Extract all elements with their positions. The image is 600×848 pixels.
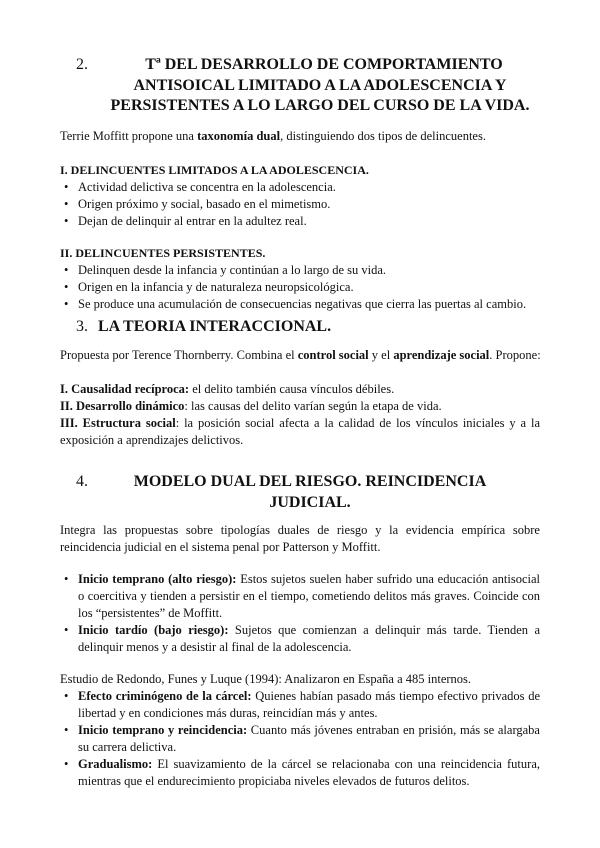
list-item xyxy=(60,571,540,622)
list-item xyxy=(60,622,540,656)
intro-bold-term: aprendizaje social xyxy=(393,348,490,362)
intro-text: Terrie Moffitt propone una xyxy=(60,129,198,143)
risk-types-list xyxy=(60,571,540,656)
section-2-title-line-1: Tª DEL DESARROLLO DE COMPORTAMIENTO xyxy=(145,56,503,73)
intro-text: y el xyxy=(368,348,394,362)
list-item: • Se produce una acumulación de consecuencias negativas que cierra las puertas al cambio. xyxy=(60,296,550,313)
point-2 xyxy=(60,398,540,415)
findings-list xyxy=(60,688,540,790)
section-4-heading xyxy=(60,472,540,513)
point-text: : las causas del delito varían según la etapa de vida. xyxy=(184,399,442,413)
item-label: Gradualismo: xyxy=(78,757,153,771)
study-text: Estudio de Redondo, Funes y Luque (1994): Analizaron en España a 485 internos. xyxy=(60,672,472,686)
intro-bold-term: taxonomía dual xyxy=(197,129,281,143)
section-2-intro xyxy=(60,128,550,145)
item-label: Inicio temprano (alto riesgo): xyxy=(78,572,237,586)
item-text: Cuanto más jóvenes entraban en prisión, más se alargaba su carrera delictiva. xyxy=(78,723,540,754)
intro-text-end: . Propone: xyxy=(489,348,541,362)
point-label: III. Estructura social xyxy=(60,416,176,430)
item-text: El suavizamiento de la cárcel se relacionaba con una reincidencia futura, mientras que el endurecimiento propiciaba niveles elevados de futuros delitos. xyxy=(78,757,540,788)
intro-text-end: , distinguiendo dos tipos de delincuentes. xyxy=(280,129,486,143)
list-item xyxy=(60,722,540,756)
list-item: • Dejan de delinquir al entrar en la adultez real. xyxy=(60,213,550,230)
section-2-heading xyxy=(60,55,580,117)
list-item: • Origen próximo y social, basado en el mimetismo. xyxy=(60,196,550,213)
item-text: Quienes habían pasado más tiempo efectivo privados de libertad y en condiciones más duras, reincidían más y antes. xyxy=(78,689,540,720)
list-item xyxy=(60,756,540,790)
section-3-number: 3. xyxy=(76,318,88,335)
list-item: • Actividad delictiva se concentra en la adolescencia. xyxy=(60,179,550,196)
item-text: Sujetos que comienzan a delinquir más tarde. Tienden a delinquir menos y a desistir al final de la adolescencia. xyxy=(78,623,540,654)
point-1 xyxy=(60,381,540,398)
group-1-heading: I. DELINCUENTES LIMITADOS A LA ADOLESCENCIA. xyxy=(60,163,369,177)
section-2-title-line-2: ANTISOICAL LIMITADO A LA ADOLESCENCIA Y xyxy=(133,76,507,94)
list-item xyxy=(60,688,540,722)
list-item: • Delinquen desde la infancia y continúan a lo largo de su vida. xyxy=(60,262,550,279)
point-text: el delito también causa vínculos débiles. xyxy=(189,382,395,396)
section-2-title-line-3: PERSISTENTES A LO LARGO DEL CURSO DE LA VIDA. xyxy=(110,97,530,114)
item-label: Efecto criminógeno de la cárcel: xyxy=(78,689,252,703)
point-text: : la posición social afecta a la calidad de los vínculos iniciales y a la exposición a aprendizajes delictivos. xyxy=(60,416,540,447)
item-label: Inicio temprano y reincidencia: xyxy=(78,723,248,737)
section-3-title: LA TEORIA INTERACCIONAL. xyxy=(98,318,332,335)
point-3 xyxy=(60,415,540,449)
group-2-list xyxy=(60,262,550,313)
point-label: II. Desarrollo dinámico xyxy=(60,399,185,413)
item-text: Estos sujetos suelen haber sufrido una educación antisocial o coercitiva y tienden a persistir en el tiempo, cometiendo delitos más graves. Coincide con los “persistentes” de Moffitt. xyxy=(78,572,540,620)
section-4-intro: Integra las propuestas sobre tipologías duales de riesgo y la evidencia empírica sobre reincidencia judicial en el sistema penal por Patterson y Moffitt. xyxy=(60,523,540,554)
intro-bold-term: control social xyxy=(297,348,369,362)
group-2-heading: II. DELINCUENTES PERSISTENTES. xyxy=(60,246,266,260)
section-4-number: 4. xyxy=(76,473,88,490)
section-3-points xyxy=(60,381,540,449)
section-3-heading xyxy=(76,318,331,336)
section-4-title-line-1: MODELO DUAL DEL RIESGO. REINCIDENCIA xyxy=(133,473,487,490)
point-label: I. Causalidad recíproca: xyxy=(60,382,190,396)
group-1-list xyxy=(60,179,550,230)
list-item: • Origen en la infancia y de naturaleza neuropsicológica. xyxy=(60,279,550,296)
item-label: Inicio tardío (bajo riesgo): xyxy=(78,623,229,637)
section-3-intro xyxy=(60,347,550,364)
section-4-title-line-2: JUDICIAL. xyxy=(269,493,351,511)
section-2-number: 2. xyxy=(76,56,88,73)
intro-text: Propuesta por Terence Thornberry. Combina el xyxy=(60,348,298,362)
